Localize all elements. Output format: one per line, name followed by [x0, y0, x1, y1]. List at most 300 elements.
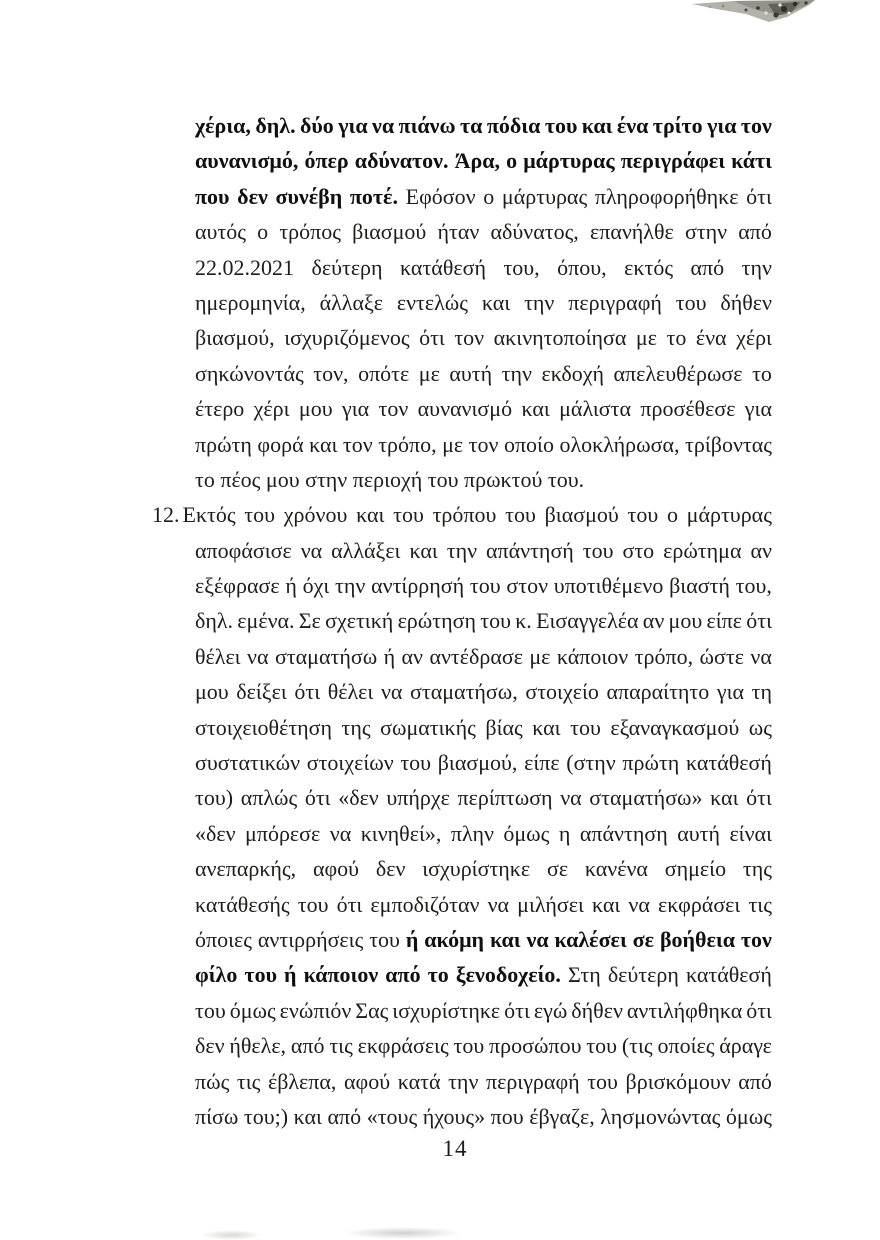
- word: του,: [503, 254, 540, 280]
- text-line: [195, 922, 772, 957]
- word: άλλαξε: [319, 289, 384, 315]
- text-line: [195, 533, 772, 568]
- word: τρόπο,: [378, 431, 437, 457]
- word: μπόρεσε: [245, 820, 321, 846]
- word: τον: [740, 113, 772, 138]
- word: χρόνου: [283, 502, 348, 528]
- word: του;): [243, 1103, 289, 1129]
- word: ολοκλήρωσα,: [559, 431, 680, 457]
- word: ότι: [746, 785, 772, 811]
- word: βρισκόμουν: [625, 1068, 731, 1094]
- word: βίας: [485, 714, 523, 740]
- word: του: [544, 113, 578, 138]
- word: (στην: [566, 750, 616, 776]
- word: Εκτός: [182, 502, 236, 528]
- word: τον: [740, 926, 772, 952]
- word: του: [369, 926, 400, 952]
- word: κατάθεσής: [195, 891, 290, 917]
- text-line: [195, 427, 772, 462]
- word: δήθεν: [720, 289, 772, 315]
- word: «τους: [366, 1103, 418, 1129]
- word: ο: [257, 219, 269, 245]
- word: ακινητοποίησα: [493, 325, 627, 351]
- word: του: [675, 289, 707, 315]
- word: θέλει: [327, 679, 374, 705]
- word: σε: [546, 856, 569, 882]
- word: τις: [236, 1068, 261, 1094]
- word: να: [487, 891, 510, 917]
- word: χέρι: [736, 325, 772, 351]
- word: υπήρχε: [386, 785, 450, 811]
- word: ερώτηση: [397, 608, 476, 634]
- word: τον: [468, 431, 499, 457]
- text-line: [195, 356, 772, 391]
- word: απάντησή: [485, 537, 574, 563]
- word: εκφράσεις: [357, 1033, 449, 1059]
- word: απάντηση: [579, 820, 668, 846]
- word: τον: [378, 396, 409, 422]
- word: τα: [460, 113, 483, 138]
- word: μου: [298, 396, 333, 422]
- word: αντέδρασε: [429, 643, 523, 669]
- word: ή: [284, 962, 297, 988]
- word: πλην: [450, 820, 494, 846]
- word: περιγράφει: [620, 148, 726, 174]
- word: να: [247, 643, 269, 669]
- word: ή: [405, 926, 419, 952]
- word: κατάθεσή: [400, 254, 486, 280]
- text-line: [152, 497, 772, 532]
- word: εγώ: [533, 997, 568, 1023]
- word: δεύτερη: [311, 254, 383, 280]
- word: και: [293, 1103, 322, 1129]
- word: από: [738, 1068, 772, 1094]
- word: περιγραφή: [568, 289, 662, 315]
- word: μάρτυρας: [501, 183, 588, 209]
- word: της: [742, 856, 772, 882]
- word: η: [558, 820, 571, 846]
- word: συνέβη: [275, 183, 343, 209]
- word: μου: [668, 608, 703, 634]
- text-line: [195, 816, 772, 851]
- word: το: [427, 962, 449, 988]
- word: ερώτημα: [663, 537, 742, 563]
- word: πιάνω: [398, 113, 456, 138]
- word: την: [335, 573, 366, 599]
- word: δεύτερη: [607, 962, 679, 988]
- word: για: [341, 396, 370, 422]
- word: και: [481, 289, 511, 315]
- word: που: [195, 183, 230, 209]
- word: να: [329, 820, 352, 846]
- word: κάποιον: [303, 962, 379, 988]
- text-line: [195, 1064, 772, 1099]
- text-line-content: [183, 497, 773, 532]
- word: δείξει: [236, 679, 287, 705]
- word: κ.: [515, 608, 532, 634]
- word: Σας: [355, 997, 389, 1023]
- word: σωματικής: [380, 714, 476, 740]
- word: επανήλθε: [589, 219, 674, 245]
- word: ως: [748, 714, 772, 740]
- text-line: [195, 710, 772, 745]
- word: ότι: [419, 325, 445, 351]
- word: σε: [632, 926, 655, 952]
- word: χέρι: [253, 396, 290, 422]
- word: και: [356, 502, 385, 528]
- word: για: [338, 113, 368, 138]
- word: εκδοχή: [541, 360, 604, 386]
- text-line: [195, 639, 772, 674]
- scan-smudge-bottom-center-icon: [345, 1227, 460, 1239]
- word: για: [716, 679, 745, 705]
- text-line: [195, 320, 772, 355]
- word: τρόπος: [279, 219, 341, 245]
- word: από: [327, 1103, 362, 1129]
- word: να: [526, 926, 549, 952]
- word: σχετική: [325, 608, 394, 634]
- text-line: [195, 462, 772, 497]
- word: από: [738, 219, 772, 245]
- word: την: [446, 537, 478, 563]
- word: με: [418, 360, 440, 386]
- word: και: [710, 785, 739, 811]
- word: αδύνατος,: [490, 219, 579, 245]
- word: ο: [666, 502, 678, 528]
- word: εκτός: [624, 254, 674, 280]
- word: του: [297, 891, 329, 917]
- word: έτερο: [195, 396, 245, 422]
- text-line: [195, 214, 772, 249]
- word: ημερομηνία,: [195, 289, 306, 315]
- word: τρίτο: [652, 113, 703, 138]
- word: και: [591, 891, 621, 917]
- word: εξαναγκασμού: [610, 714, 740, 740]
- word: σημείο: [664, 856, 727, 882]
- word: αντιρρήσεις: [257, 926, 364, 952]
- text-line: [195, 1028, 772, 1063]
- word: το: [666, 325, 687, 351]
- word: απλώς: [240, 785, 298, 811]
- word: του: [195, 997, 226, 1023]
- word: προσώπου: [489, 1033, 582, 1059]
- word: του: [587, 1068, 618, 1094]
- word: συστατικών: [195, 750, 301, 776]
- word: και: [489, 926, 521, 952]
- word: του: [393, 502, 424, 528]
- word: τις: [748, 891, 772, 917]
- word: με: [442, 431, 464, 457]
- word: δήθεν: [571, 997, 623, 1023]
- word: τρόπου: [432, 502, 497, 528]
- word: στην: [684, 219, 728, 245]
- word: με: [635, 325, 657, 351]
- word: το: [752, 360, 772, 386]
- word: χέρια,: [195, 113, 251, 138]
- word: είπε: [706, 608, 742, 634]
- word: άραγε: [719, 1033, 772, 1059]
- word: αυνανισμό: [417, 396, 513, 422]
- word: του: [570, 714, 601, 740]
- word: αυτός: [195, 219, 246, 245]
- word: πληροφορήθηκε: [594, 183, 739, 209]
- word: να: [300, 537, 323, 563]
- word: κινηθεί»,: [360, 820, 442, 846]
- word: «δεν: [338, 785, 379, 811]
- word: μάρτυρας: [686, 502, 772, 528]
- word: κανένα: [584, 856, 648, 882]
- word: τρόπο,: [634, 643, 694, 669]
- word: για: [707, 113, 737, 138]
- word: απαραίτητο: [606, 679, 710, 705]
- word: ισχυρίστηκε: [422, 856, 531, 882]
- page-number: 14: [442, 1136, 468, 1161]
- word: είναι: [729, 820, 772, 846]
- word: βιασμού,: [437, 750, 518, 776]
- word: δεν: [237, 183, 268, 209]
- word: εκφράσει: [657, 891, 741, 917]
- word: εξέφρασε: [195, 573, 280, 599]
- word: ο: [483, 183, 495, 209]
- word: ξενοδοχείο.: [455, 962, 561, 988]
- word: να: [372, 113, 395, 138]
- word: πώς: [195, 1068, 230, 1094]
- word: αν: [401, 643, 424, 669]
- word: κάτι: [731, 148, 772, 174]
- text-line: [195, 568, 772, 603]
- word: θέλει: [195, 643, 241, 669]
- word: βιαστή: [669, 573, 730, 599]
- word: να: [380, 679, 403, 705]
- word: ο: [506, 148, 518, 174]
- word: κάποιον: [556, 643, 629, 669]
- scan-smudge-bottom-left-icon: [200, 1230, 262, 1240]
- word: ή: [285, 573, 297, 599]
- word: βοήθεια: [659, 926, 736, 952]
- word: ακόμη: [424, 926, 485, 952]
- word: από: [385, 962, 421, 988]
- text-line: [195, 143, 772, 178]
- word: ένα: [695, 325, 727, 351]
- word: που: [490, 1103, 524, 1129]
- word: πόδια: [486, 113, 541, 138]
- word: σταματήσω,: [410, 679, 518, 705]
- word: κατά: [397, 1068, 441, 1094]
- word: τον: [342, 431, 373, 457]
- word: να: [560, 785, 582, 811]
- word: οποίες: [657, 1033, 715, 1059]
- word: ισχυρίστηκε: [392, 997, 501, 1023]
- word: ή: [383, 643, 396, 669]
- text-line: [195, 603, 772, 638]
- text-line: [195, 780, 772, 815]
- word: του: [505, 502, 536, 528]
- word: σταματήσω: [274, 643, 378, 669]
- word: του: [453, 1033, 485, 1059]
- word: όποιες: [195, 926, 252, 952]
- text-line: [195, 851, 772, 886]
- word: του: [400, 750, 432, 776]
- word: λησμονώντας: [600, 1103, 721, 1129]
- word: υποτιθέμενο: [553, 573, 664, 599]
- word: περιγραφή: [485, 1068, 580, 1094]
- word: σηκώνοντάς: [195, 360, 304, 386]
- word: έβγαζε,: [529, 1103, 595, 1129]
- word: αυνανισμό,: [195, 148, 299, 174]
- word: να: [750, 643, 772, 669]
- word: ώστε: [699, 643, 744, 669]
- text-segment: το πέος μου στην περιοχή του πρωκτού του.: [195, 466, 585, 492]
- word: και: [521, 396, 550, 422]
- word: μάλιστα: [559, 396, 632, 422]
- word: πίσω: [195, 1103, 239, 1129]
- word: όχι: [302, 573, 330, 599]
- word: εμένα.: [237, 608, 295, 634]
- word: του): [195, 785, 234, 811]
- word: μιλήσει: [517, 891, 584, 917]
- word: καλέσει: [554, 926, 627, 952]
- word: και: [532, 714, 561, 740]
- word: και: [581, 113, 613, 138]
- word: ήταν: [437, 219, 480, 245]
- word: ότι: [294, 679, 321, 705]
- word: του: [244, 962, 277, 988]
- text-line: [195, 993, 772, 1028]
- word: του: [582, 537, 614, 563]
- word: εντελώς: [396, 289, 468, 315]
- word: Εισαγγελέα: [536, 608, 639, 634]
- text-line: [195, 108, 772, 143]
- text-line: [195, 674, 772, 709]
- text-line: [195, 1099, 772, 1134]
- word: εμποδιζόταν: [370, 891, 480, 917]
- word: πρώτη: [622, 750, 680, 776]
- word: για: [744, 396, 772, 422]
- word: είπε: [524, 750, 560, 776]
- word: την: [741, 254, 772, 280]
- word: ότι: [746, 997, 772, 1023]
- word: ότι: [504, 997, 530, 1023]
- word: του: [469, 573, 501, 599]
- word: αν: [642, 608, 665, 634]
- word: αφού: [344, 1068, 391, 1094]
- word: δηλ.: [255, 113, 296, 138]
- word: στοιχείων: [306, 750, 394, 776]
- word: ισχυριζόμενος: [284, 325, 410, 351]
- word: (τις: [621, 1033, 653, 1059]
- text-line: [195, 179, 772, 214]
- word: να: [628, 891, 650, 917]
- word: από: [290, 1033, 325, 1059]
- word: όπου,: [557, 254, 607, 280]
- word: ήχους»: [422, 1103, 486, 1129]
- word: αντίρρησή: [371, 573, 465, 599]
- word: απελευθέρωσε: [613, 360, 743, 386]
- word: την: [501, 360, 532, 386]
- word: 22.02.2021: [195, 254, 294, 280]
- word: Άρα,: [454, 148, 501, 174]
- word: του: [244, 502, 276, 528]
- word: όμως: [725, 1103, 772, 1129]
- word: τον: [454, 325, 485, 351]
- word: ένα: [616, 113, 649, 138]
- word: βιασμού: [352, 219, 427, 245]
- text-line: [195, 391, 772, 426]
- word: στοιχειοθέτηση: [195, 714, 333, 740]
- word: σταματήσω»: [589, 785, 703, 811]
- word: μάρτυρας: [523, 148, 615, 174]
- word: δεν: [195, 1033, 225, 1059]
- word: του: [480, 608, 511, 634]
- word: αλλάξει: [331, 537, 401, 563]
- word: και: [309, 431, 338, 457]
- word: έβλεπα,: [267, 1068, 337, 1094]
- word: αυτή: [449, 360, 493, 386]
- word: ότι: [336, 891, 363, 917]
- word: «δεν: [195, 820, 236, 846]
- text-line: [195, 745, 772, 780]
- word: με: [529, 643, 551, 669]
- word: Σε: [298, 608, 321, 634]
- word: αποφάσισε: [195, 537, 292, 563]
- word: φίλο: [195, 962, 238, 988]
- word: την: [448, 1068, 479, 1094]
- word: φορά: [257, 431, 304, 457]
- word: ότι: [746, 183, 772, 209]
- word: οποίο: [503, 431, 554, 457]
- word: βιασμού: [544, 502, 619, 528]
- word: περίπτωση: [457, 785, 553, 811]
- text-line: [195, 887, 772, 922]
- word: πρώτη: [195, 431, 252, 457]
- word: τον,: [313, 360, 349, 386]
- word: ανεπαρκής,: [195, 856, 297, 882]
- word: ότι: [304, 785, 331, 811]
- word: στο: [622, 537, 655, 563]
- word: δηλ.: [195, 608, 234, 634]
- text-line: [195, 250, 772, 285]
- word: τη: [751, 679, 772, 705]
- word: αφού: [312, 856, 360, 882]
- word: προσέθεσε: [640, 396, 736, 422]
- word: Στη: [567, 962, 601, 988]
- word: αντιλήφθηκα: [626, 997, 743, 1023]
- word: τρίβοντας: [685, 431, 772, 457]
- word: κατάθεσή: [685, 750, 772, 776]
- word: Εφόσον: [405, 183, 476, 209]
- word: όμως: [229, 997, 276, 1023]
- word: μου: [195, 679, 229, 705]
- word: και: [409, 537, 438, 563]
- text-line: [195, 285, 772, 320]
- word: ότι: [746, 608, 772, 634]
- word: ήθελε,: [229, 1033, 287, 1059]
- word: δεν: [375, 856, 406, 882]
- word: ενώπιόν: [279, 997, 352, 1023]
- word: οπότε: [358, 360, 410, 386]
- word: κατάθεσή: [685, 962, 772, 988]
- scan-artifact-icon: [688, 0, 818, 26]
- text-line: [195, 957, 772, 992]
- word: από: [690, 254, 725, 280]
- word: όμως: [503, 820, 550, 846]
- document-text: [152, 108, 772, 1134]
- word: της: [341, 714, 371, 740]
- word: στον: [506, 573, 549, 599]
- word: του,: [735, 573, 772, 599]
- word: αδύνατον.: [354, 148, 449, 174]
- word: στοιχείο: [525, 679, 599, 705]
